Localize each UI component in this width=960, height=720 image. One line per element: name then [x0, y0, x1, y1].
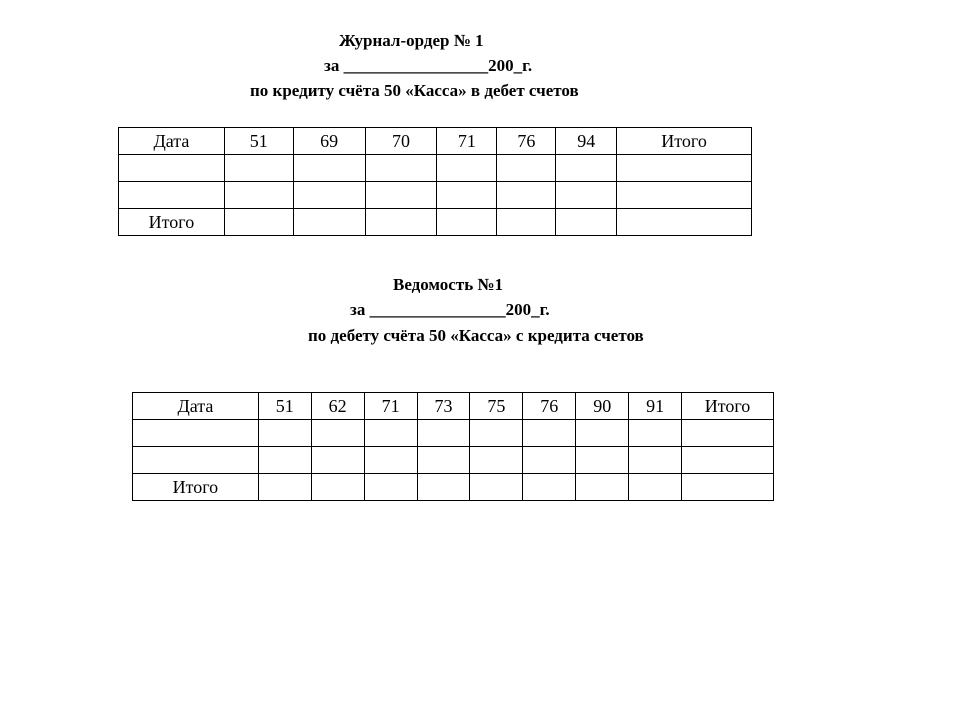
table-cell	[523, 447, 576, 474]
table-cell	[497, 155, 556, 182]
table-cell	[119, 182, 225, 209]
table-cell	[470, 447, 523, 474]
table-cell	[133, 420, 259, 447]
table-cell	[258, 447, 311, 474]
journal-header-account: 76	[497, 128, 556, 155]
table-cell	[258, 420, 311, 447]
journal-header-account: 69	[293, 128, 365, 155]
journal-table	[118, 127, 752, 236]
ledger-header-date: Дата	[133, 393, 259, 420]
table-cell	[364, 447, 417, 474]
ledger-table	[132, 392, 774, 501]
journal-total-row	[119, 209, 752, 236]
table-cell	[133, 447, 259, 474]
table-cell	[311, 447, 364, 474]
table-cell	[682, 447, 774, 474]
table-cell	[311, 474, 364, 501]
table-cell	[311, 420, 364, 447]
journal-subtitle: по кредиту счёта 50 «Касса» в дебет счетов	[250, 81, 579, 100]
ledger-header-account: 76	[523, 393, 576, 420]
table-cell	[470, 420, 523, 447]
table-cell	[293, 155, 365, 182]
journal-total-label: Итого	[119, 209, 225, 236]
journal-header-account: 51	[224, 128, 293, 155]
table-cell	[629, 447, 682, 474]
ledger-header-account: 73	[417, 393, 470, 420]
journal-header-total: Итого	[617, 128, 752, 155]
table-cell	[497, 209, 556, 236]
table-cell	[497, 182, 556, 209]
journal-header-account: 71	[437, 128, 497, 155]
table-cell	[617, 182, 752, 209]
table-cell	[437, 182, 497, 209]
table-cell	[417, 420, 470, 447]
journal-header-row	[119, 128, 752, 155]
ledger-header-account: 62	[311, 393, 364, 420]
ledger-period: за ________________200_г.	[350, 300, 550, 319]
ledger-header-row	[133, 393, 774, 420]
table-cell	[617, 155, 752, 182]
ledger-empty-row	[133, 420, 774, 447]
table-cell	[119, 155, 225, 182]
table-cell	[629, 420, 682, 447]
table-cell	[364, 474, 417, 501]
ledger-header-account: 91	[629, 393, 682, 420]
ledger-header-account: 90	[576, 393, 629, 420]
journal-title: Журнал-ордер № 1	[339, 31, 484, 50]
table-cell	[365, 209, 437, 236]
table-cell	[470, 474, 523, 501]
table-cell	[224, 155, 293, 182]
table-cell	[682, 420, 774, 447]
journal-period: за _________________200_г.	[324, 56, 533, 75]
table-cell	[224, 209, 293, 236]
journal-header-account: 70	[365, 128, 437, 155]
table-cell	[224, 182, 293, 209]
table-cell	[682, 474, 774, 501]
ledger-title: Ведомость №1	[393, 275, 504, 294]
table-cell	[437, 155, 497, 182]
table-cell	[258, 474, 311, 501]
table-cell	[523, 474, 576, 501]
journal-empty-row	[119, 182, 752, 209]
table-cell	[293, 182, 365, 209]
table-cell	[576, 474, 629, 501]
table-cell	[523, 420, 576, 447]
journal-empty-row	[119, 155, 752, 182]
table-cell	[437, 209, 497, 236]
table-cell	[629, 474, 682, 501]
journal-header-date: Дата	[119, 128, 225, 155]
table-cell	[617, 209, 752, 236]
ledger-header-account: 75	[470, 393, 523, 420]
table-cell	[556, 155, 617, 182]
ledger-total-row	[133, 474, 774, 501]
table-cell	[576, 420, 629, 447]
ledger-header-account: 51	[258, 393, 311, 420]
ledger-header-total: Итого	[682, 393, 774, 420]
table-cell	[417, 474, 470, 501]
table-cell	[417, 447, 470, 474]
table-cell	[556, 209, 617, 236]
table-cell	[364, 420, 417, 447]
ledger-subtitle: по дебету счёта 50 «Касса» с кредита счетов	[308, 326, 644, 345]
table-cell	[576, 447, 629, 474]
table-cell	[556, 182, 617, 209]
table-cell	[365, 155, 437, 182]
table-cell	[293, 209, 365, 236]
journal-header-account: 94	[556, 128, 617, 155]
ledger-empty-row	[133, 447, 774, 474]
table-cell	[365, 182, 437, 209]
ledger-total-label: Итого	[133, 474, 259, 501]
ledger-header-account: 71	[364, 393, 417, 420]
